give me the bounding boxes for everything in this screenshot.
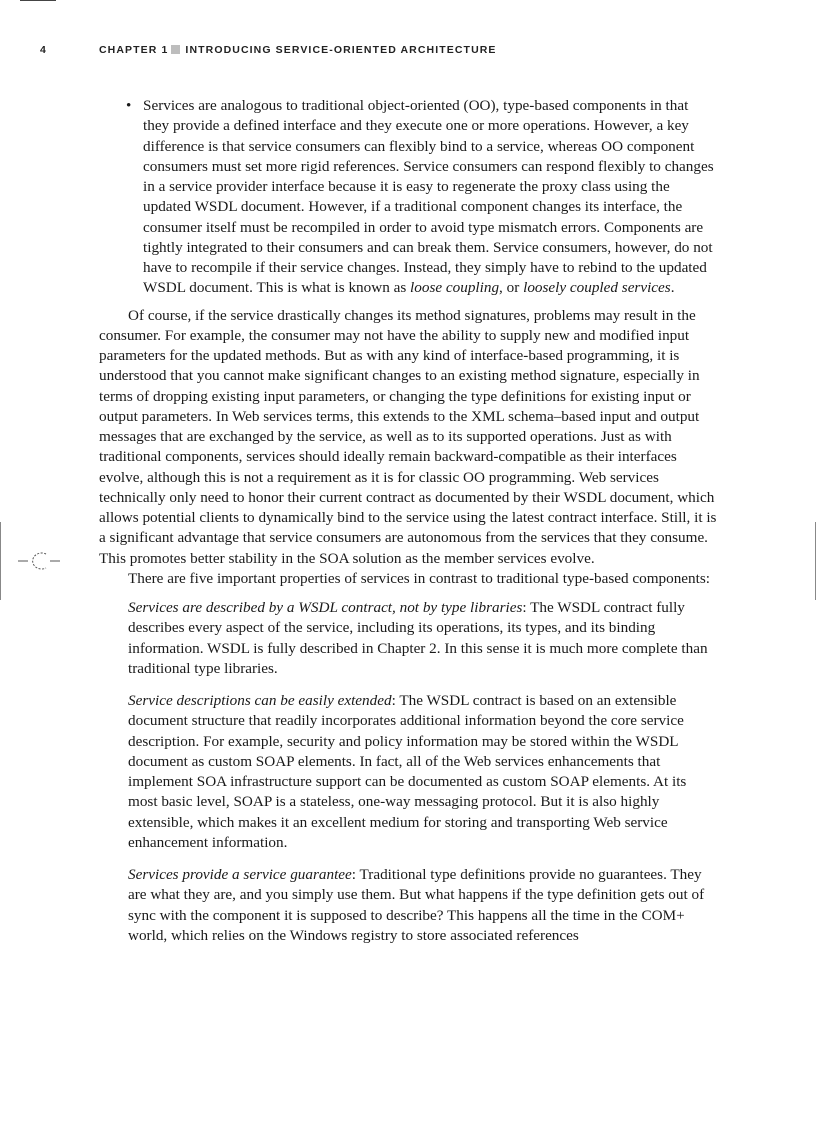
chapter-heading <box>99 44 497 56</box>
bullet-text <box>143 96 717 299</box>
property-service-guarantee <box>128 865 717 946</box>
paragraph-method-signatures: Of course, if the service drastically changes its method signatures, problems may result in the consumer. For example, the consumer may not have the ability to supply new and modified input parameters for the updated methods. But as with any kind of interface-based programming, it is understood that you cannot make significant changes to an existing method signature, especially in terms of dropping existing input parameters, or changing the type definitions for existing input or output parameters. In Web services terms, this extends to the XML schema–based input and output messages that are exchanged by the service, as well as to its supported operations. Just as with traditional components, services should ideally remain backward-compatible as their interfaces evolve, although this is not a requirement as it is for classic OO programming. Web services technically only need to honor their current contract as documented by their WSDL document, which allows potential clients to dynamically bind to the service using the latest contract interface. Still, it is a significant advantage that service consumers are autonomous from the services that they consume. This promotes better stability in the SOA solution as the member services evolve. <box>99 306 717 567</box>
property-description: : The WSDL contract fully describes every aspect of the service, including its operations, its types, and its binding information. WSDL is fully described in Chapter 2. In this sense it is much more complete than traditional type libraries. <box>128 599 708 677</box>
page-body <box>99 96 717 958</box>
property-term: Service descriptions can be easily extended <box>128 692 392 709</box>
bullet-body: Services are analogous to traditional object-oriented (OO), type-based components in that they provide a defined interface and they execute one or more operations. However, a key difference is that service consumers can flexibly bind to a service, whereas OO component consumers must set more rigid references. Service consumers can respond flexibly to changes in a service provider interface because it is easy to regenerate the proxy class using the updated WSDL document. However, if a traditional component changes its interface, the consumer itself must be recompiled in order to avoid type mismatch errors. Components are tightly integrated to their consumers and can break them. Service consumers, however, do not have to recompile if their service changes. Instead, they simply have to rebind to the updated WSDL document. This is what is known as <box>143 97 714 297</box>
property-term: Services are described by a WSDL contract, not by type libraries <box>128 599 523 616</box>
chapter-separator-icon <box>171 45 180 54</box>
property-wsdl-contract <box>128 598 717 679</box>
paragraph-five-properties: There are five important properties of services in contrast to traditional type-based components: <box>128 569 710 587</box>
crop-mark-top <box>20 0 56 1</box>
margin-mark-left <box>0 522 1 600</box>
property-term: Services provide a service guarantee <box>128 866 352 883</box>
term-loosely-coupled-services: loosely coupled services <box>523 279 671 297</box>
property-description: : The WSDL contract is based on an extensible document structure that readily incorporates additional information beyond the core service description. For example, security and policy information may be stored within the WSDL document as custom SOAP elements. In fact, all of the Web services enhancements that implement SOA infrastructure support can be documented as custom SOAP elements. At its most basic level, SOAP is a stateless, one-way messaging protocol. But it is also highly extensible, which makes it an excellent medium for storing and transporting Web service enhancement information. <box>128 692 687 851</box>
chapter-number: CHAPTER 1 <box>99 44 169 56</box>
bullet-period: . <box>670 279 675 297</box>
running-header <box>0 44 816 58</box>
property-description: : Traditional type definitions provide no guarantees. They are what they are, and you simply use them. But what happens if the type definition gets out of sync with the component it is supposed to describe? This happens all the time in the COM+ world, which relies on the Windows registry to store associated references <box>128 866 705 944</box>
term-loose-coupling: loose coupling <box>410 279 500 297</box>
property-extensible-descriptions <box>128 691 717 853</box>
bullet-item <box>126 96 717 299</box>
bullet-icon: • <box>126 97 132 114</box>
bullet-connector: , or <box>499 279 524 297</box>
page-number: 4 <box>40 44 47 56</box>
registration-mark-icon <box>18 550 62 572</box>
chapter-title: INTRODUCING SERVICE-ORIENTED ARCHITECTURE <box>185 44 497 56</box>
